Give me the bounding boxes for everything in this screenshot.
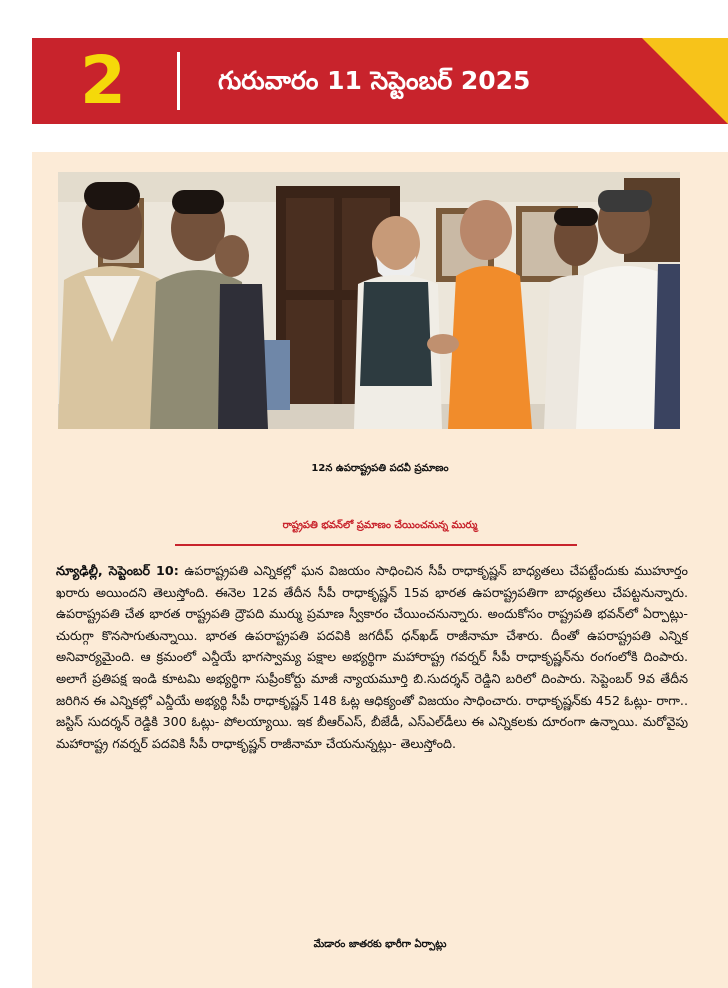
- header-accent-triangle: [642, 38, 728, 124]
- article-body: [56, 560, 688, 754]
- news-photo-illustration: [58, 172, 680, 429]
- article-dateline: న్యూఢిల్లీ, సెప్టెంబర్ 10:: [56, 563, 179, 578]
- news-photo: [58, 172, 680, 429]
- subheadline-underline: [175, 544, 577, 546]
- article-body-text: ఉపరాష్ట్రపతి ఎన్నికల్లో ఘన విజయం సాధించిన సీపీ రాధాకృష్ణన్ బాధ్యతలు చేపట్టేందుకు ముహూర్తం ఖరారు అయిందని తెలుస్తోంది. ఈనెల 12వ తేదీన సీపీ రాధాకృష్ణన్ 15వ భారత ఉపరాష్ట్రపతిగా బాధ్యతలు చేపట్టనున్నారు. ఉపరాష్ట్రపతి చేత భారత రాష్ట్రపతి ద్రౌపది ముర్ము ప్రమాణ స్వీకారం చేయించనున్నారు. అందుకోసం రాష్ట్రపతి భవన్‌లో ఏర్పాట్లు- చురుగ్గా కొనసాగుతున్నాయి. భారత ఉపరాష్ట్రపతి పదవికి జగదీప్ ధన్‌ఖడ్ రాజీనామా చేశారు. దీంతో ఉపరాష్ట్రపతి ఎన్నిక అనివార్యమైంది. ఆ క్రమంలో ఎన్డీయే భాగస్వామ్య పక్షాల అభ్యర్థిగా మహారాష్ట్ర గవర్నర్ సీపీ రాధాకృష్ణన్‌ను రంగంలోకి దింపారు. అలాగే ప్రతిపక్ష ఇండి కూటమి అభ్యర్థిగా సుప్రీంకోర్టు మాజీ న్యాయమూర్తి బి.సుదర్శన్ రెడ్డిని బరిలో దింపారు. సెప్టెంబర్ 9వ తేదీన జరిగిన ఈ ఎన్నికల్లో ఎన్డీయే అభ్యర్థి సీపీ రాధాకృష్ణన్ 148 ఓట్ల ఆధిక్యంతో విజయం సాధించారు. రాధాకృష్ణన్‌కు 452 ఓట్లు- రాగా.. జస్టిస్ సుదర్శన్ రెడ్డికి 300 ఓట్లు- పోలయ్యాయి. ఇక బీఆర్ఎస్, బీజేడీ, ఎస్ఎల్‌డీలు ఈ ఎన్నికలకు దూరంగా ఉన్నాయి. మరోవైపు మహారాష్ట్ర గవర్నర్ పదవికి సీపీ రాధాకృష్ణన్ రాజీనామా చేయనున్నట్లు- తెలుస్తోంది.: [56, 563, 688, 751]
- page-number: 2: [80, 42, 126, 119]
- issue-date: గురువారం 11 సెప్టెంబర్ 2025: [218, 66, 531, 95]
- page-header: [32, 38, 728, 124]
- next-article-headline: మేడారం జాతరకు భారీగా ఏర్పాట్లు: [313, 939, 447, 950]
- header-divider: [177, 52, 180, 110]
- article-headline: 12న ఉపరాష్ట్రపతి పదవీ ప్రమాణం: [311, 463, 449, 474]
- article-subheadline: రాష్ట్రపతి భవన్‌లో ప్రమాణం చేయించనున్న ముర్ము: [282, 520, 478, 531]
